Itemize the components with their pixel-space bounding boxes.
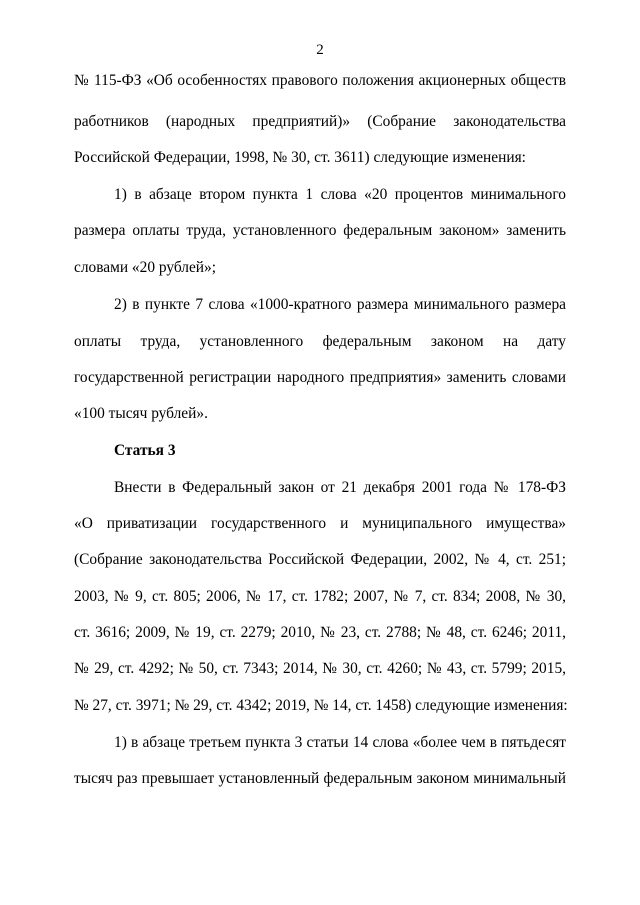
text-line: 1) в абзаце втором пункта 1 слова «20 процентов минимального <box>114 186 566 203</box>
text-line: (Собрание законодательства Российской Федерации, 2002, № 4, ст. 251; <box>74 551 566 568</box>
text-line: тысяч раз превышает установленный федеральным законом минимальный <box>74 770 566 787</box>
text-line: 2) в пункте 7 слова «1000-кратного размера минимального размера <box>114 296 566 313</box>
text-line: Внести в Федеральный закон от 21 декабря 2001 года № 178-ФЗ <box>114 479 566 496</box>
text-line: государственной регистрации народного предприятия» заменить словами <box>74 369 566 386</box>
text-line: оплаты труда, установленного федеральным законом на дату <box>74 333 566 350</box>
text-line: № 27, ст. 3971; № 29, ст. 4342; 2019, № 14, ст. 1458) следующие изменения: <box>74 697 568 714</box>
text-line: № 115-ФЗ «Об особенностях правового положения акционерных обществ <box>74 72 566 89</box>
text-line: «О приватизации государственного и муниципального имущества» <box>74 515 566 532</box>
text-line: размера оплаты труда, установленного федеральным законом» заменить <box>74 222 566 239</box>
text-line: № 29, ст. 4292; № 50, ст. 7343; 2014, № 30, ст. 4260; № 43, ст. 5799; 2015, <box>74 660 566 677</box>
text-line: работников (народных предприятий)» (Собрание законодательства <box>74 113 566 130</box>
text-line: ст. 3616; 2009, № 19, ст. 2279; 2010, № 23, ст. 2788; № 48, ст. 6246; 2011, <box>74 624 566 641</box>
text-line: 2003, № 9, ст. 805; 2006, № 17, ст. 1782; 2007, № 7, ст. 834; 2008, № 30, <box>74 588 566 605</box>
article-heading: Статья 3 <box>114 442 176 459</box>
text-line: 1) в абзаце третьем пункта 3 статьи 14 слова «более чем в пятьдесят <box>114 734 566 751</box>
text-line: словами «20 рублей»; <box>74 259 217 276</box>
text-line: Российской Федерации, 1998, № 30, ст. 3611) следующие изменения: <box>74 149 526 166</box>
page-number: 2 <box>316 42 324 58</box>
text-line: «100 тысяч рублей». <box>74 405 208 422</box>
